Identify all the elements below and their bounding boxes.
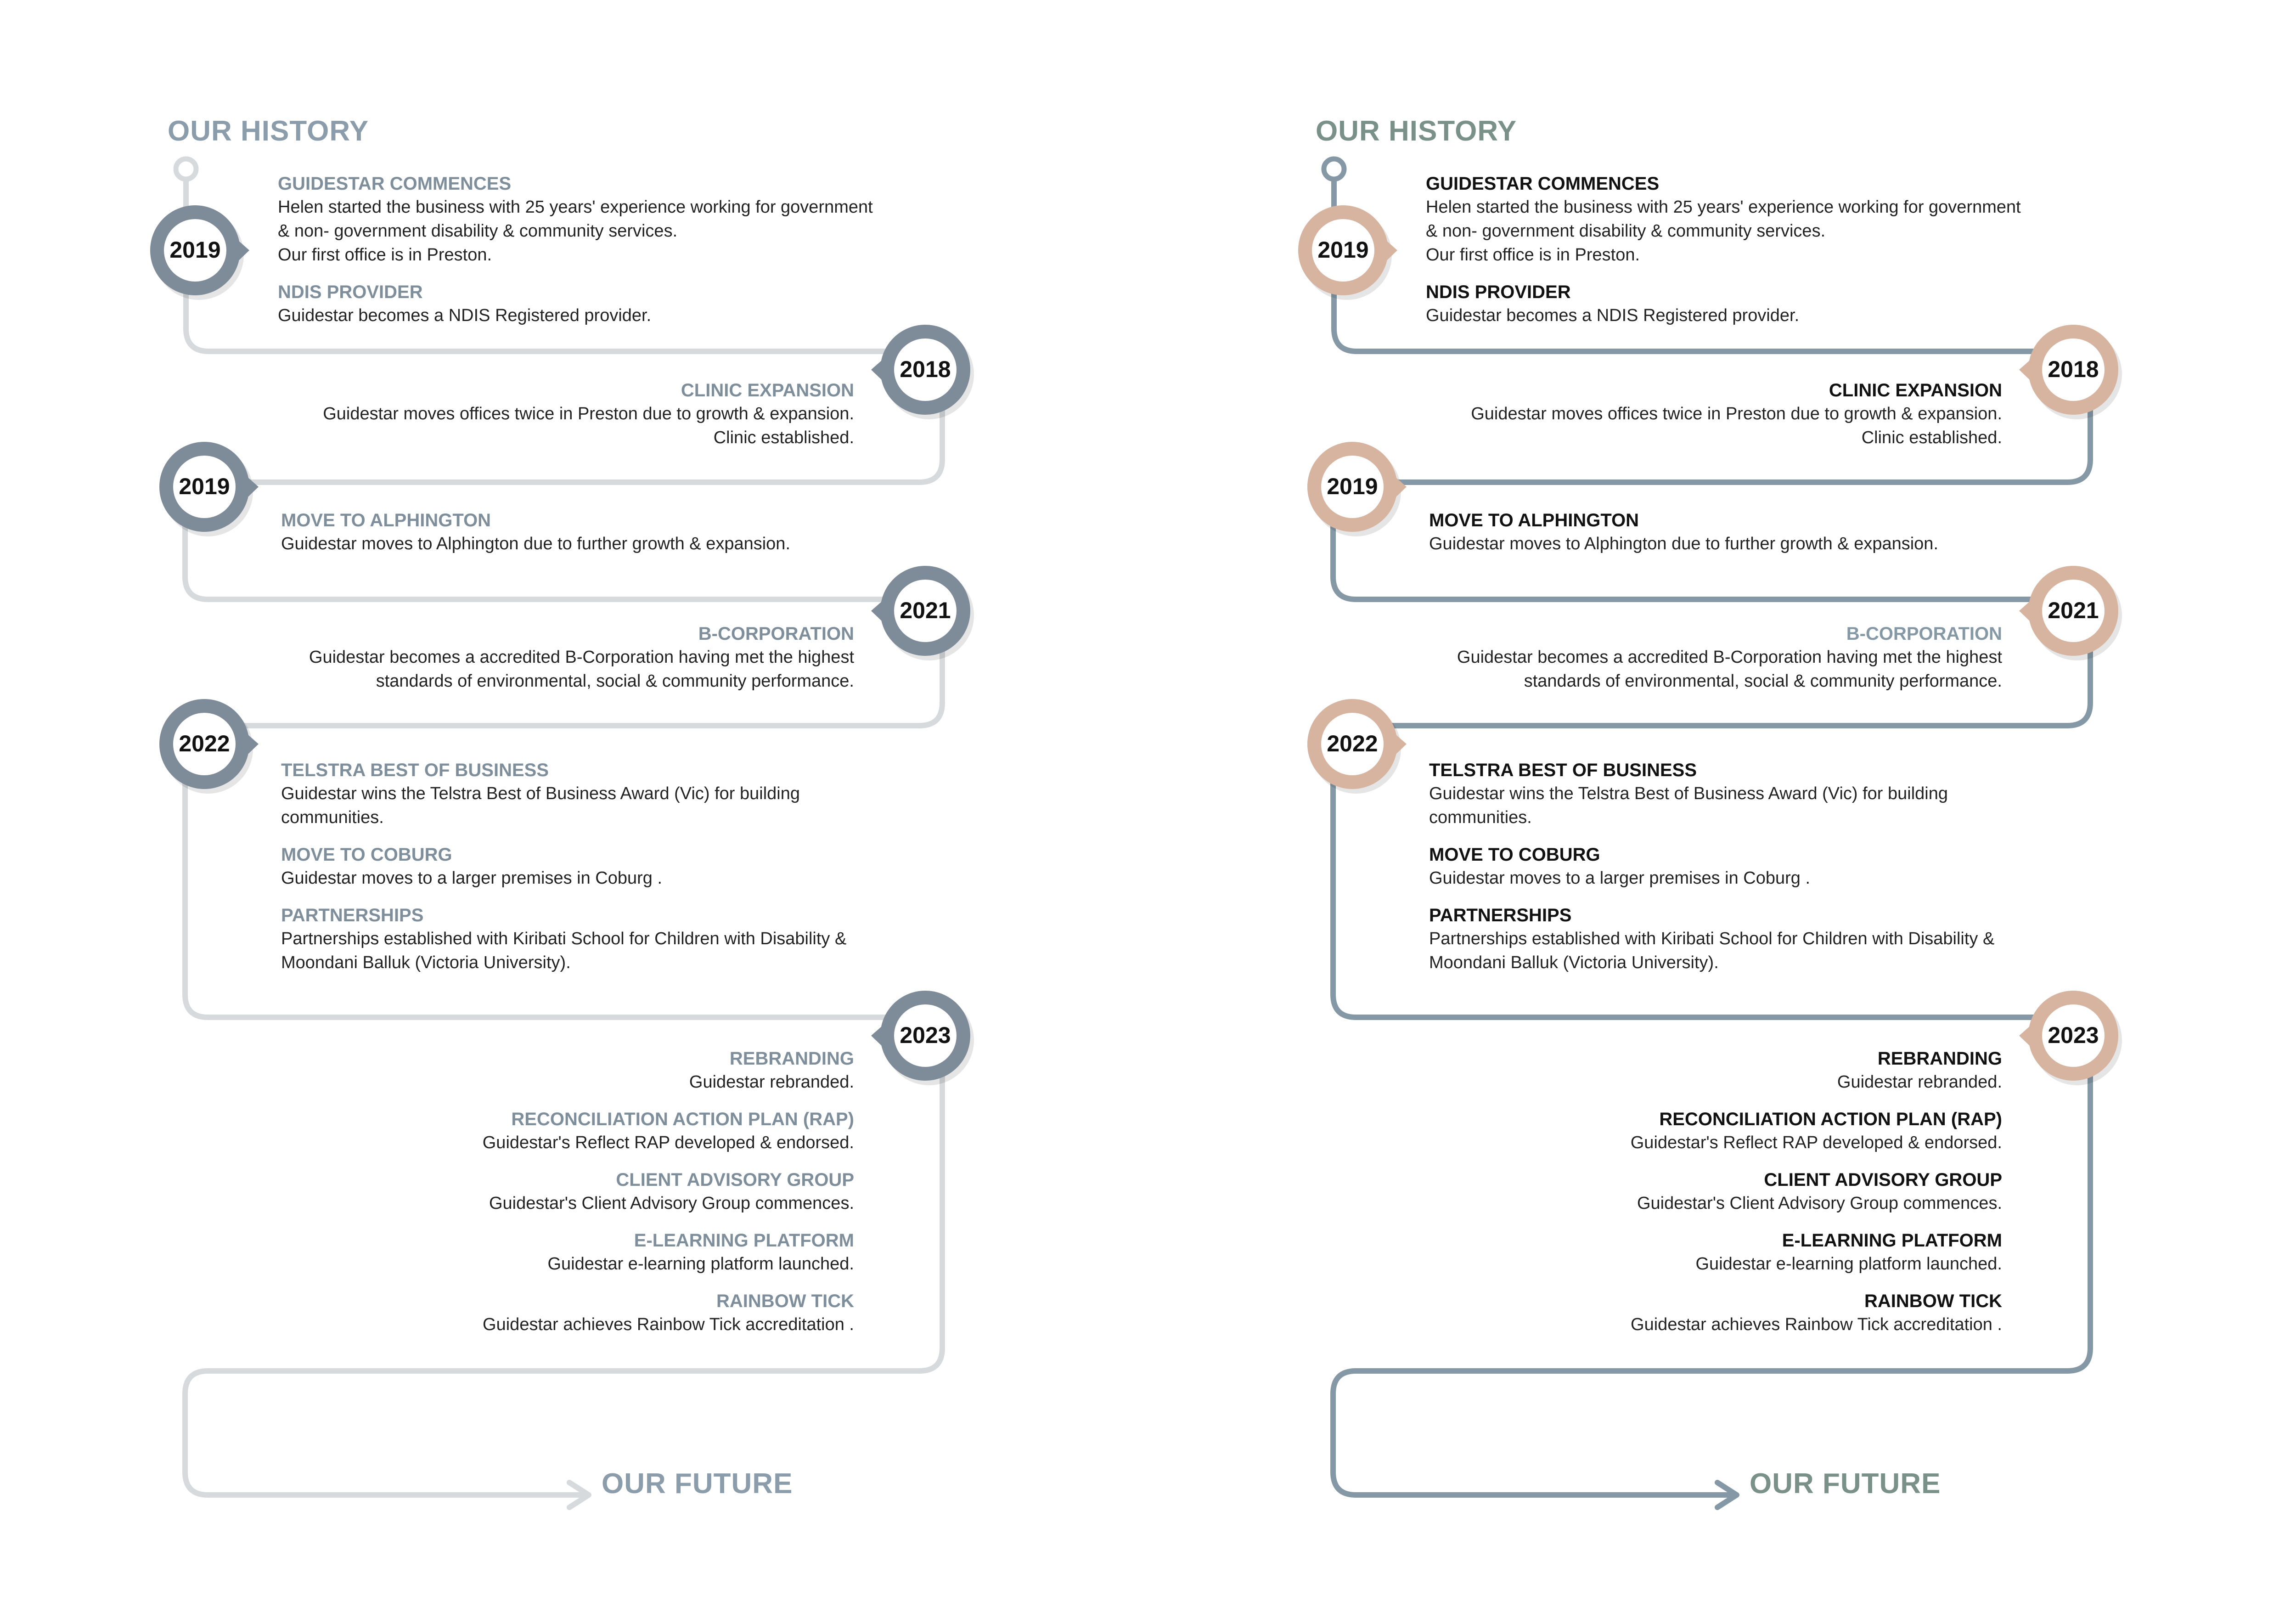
year-label: 2023	[2048, 1022, 2099, 1048]
milestone-description: Guidestar wins the Telstra Best of Business Award (Vic) for building communities.	[1429, 784, 1948, 827]
milestone-description: Guidestar achieves Rainbow Tick accreditation .	[1631, 1315, 2002, 1334]
milestone-title: MOVE TO ALPHINGTON	[1429, 510, 1639, 530]
year-badge	[158, 698, 250, 790]
milestone-entry	[147, 1108, 854, 1155]
milestone-entry	[281, 509, 988, 556]
milestone-title: E-LEARNING PLATFORM	[1782, 1230, 2002, 1251]
milestone-entry	[281, 759, 988, 829]
milestone-entry	[1429, 904, 2136, 975]
milestone-entry	[1295, 1168, 2002, 1215]
milestone-description: Guidestar moves to Alphington due to further growth & expansion.	[281, 534, 790, 553]
milestone-description: Guidestar becomes a accredited B-Corporation having met the highest standards of environmental, social & community performance.	[309, 648, 854, 691]
milestone-title: REBRANDING	[1877, 1049, 2002, 1069]
milestone-description: Guidestar becomes a accredited B-Corporation having met the highest standards of environmental, social & community performance.	[1457, 648, 2002, 691]
milestone-entry	[1295, 1229, 2002, 1276]
future-label: OUR FUTURE	[602, 1468, 793, 1500]
milestone-entry	[278, 172, 985, 267]
milestone-entry	[147, 1229, 854, 1276]
milestone-entry	[281, 843, 988, 890]
milestone-group	[1295, 1047, 2002, 1350]
timeline-start-dot	[1324, 159, 1344, 179]
year-badge	[1306, 698, 1398, 790]
milestone-entry	[1429, 759, 2136, 829]
milestone-description: Guidestar's Client Advisory Group commences.	[489, 1194, 854, 1213]
year-badge	[149, 204, 241, 296]
year-label: 2019	[1317, 237, 1369, 263]
milestone-description: Guidestar achieves Rainbow Tick accreditation .	[483, 1315, 854, 1334]
milestone-description: Guidestar e-learning platform launched.	[547, 1254, 854, 1274]
milestone-description: Guidestar becomes a NDIS Registered provider.	[1426, 306, 1800, 325]
year-label: 2023	[900, 1022, 951, 1048]
milestone-description: Partnerships established with Kiribati School for Children with Disability & Moondani Balluk (Victoria University).	[281, 929, 847, 972]
milestone-title: RECONCILIATION ACTION PLAN (RAP)	[511, 1109, 854, 1129]
milestone-title: GUIDESTAR COMMENCES	[1426, 174, 1660, 194]
milestone-entry	[1426, 172, 2133, 267]
milestone-title: MOVE TO ALPHINGTON	[281, 510, 491, 530]
milestone-entry	[1295, 1047, 2002, 1094]
milestone-entry	[1295, 379, 2002, 450]
milestone-title: GUIDESTAR COMMENCES	[278, 174, 512, 194]
milestone-entry	[1429, 843, 2136, 890]
milestone-description: Guidestar rebranded.	[1837, 1072, 2002, 1092]
milestone-title: TELSTRA BEST OF BUSINESS	[1429, 760, 1697, 780]
year-badge	[879, 565, 971, 657]
milestone-description: Guidestar moves to a larger premises in Coburg .	[281, 868, 663, 888]
year-badge	[879, 990, 971, 1082]
milestone-group	[1429, 509, 2136, 570]
milestone-entry	[1426, 281, 2133, 327]
milestone-title: MOVE TO COBURG	[281, 845, 452, 865]
milestone-title: MOVE TO COBURG	[1429, 845, 1600, 865]
milestone-description: Guidestar rebranded.	[689, 1072, 854, 1092]
future-label: OUR FUTURE	[1750, 1468, 1941, 1500]
milestone-title: B-CORPORATION	[1846, 624, 2002, 644]
milestone-title: PARTNERSHIPS	[281, 905, 424, 925]
milestone-description: Guidestar wins the Telstra Best of Business Award (Vic) for building communities.	[281, 784, 800, 827]
milestone-description: Helen started the business with 25 years' experience working for government & non- government disability & community services. Our first office is in Preston.	[1426, 197, 2021, 265]
milestone-entry	[1295, 1108, 2002, 1155]
milestone-title: RECONCILIATION ACTION PLAN (RAP)	[1659, 1109, 2002, 1129]
milestone-description: Guidestar's Reflect RAP developed & endorsed.	[482, 1133, 854, 1152]
year-label: 2019	[1327, 474, 1378, 499]
year-label: 2018	[900, 356, 951, 382]
year-label: 2022	[1327, 731, 1378, 756]
milestone-title: CLINIC EXPANSION	[681, 380, 854, 400]
milestone-entry	[147, 622, 854, 693]
milestone-description: Guidestar's Client Advisory Group commences.	[1637, 1194, 2002, 1213]
milestone-group	[281, 759, 988, 988]
milestone-title: CLIENT ADVISORY GROUP	[616, 1170, 854, 1190]
milestone-entry	[278, 281, 985, 327]
milestone-entry	[147, 1047, 854, 1094]
milestone-group	[1429, 759, 2136, 988]
milestone-group	[1426, 172, 2133, 341]
milestone-title: B-CORPORATION	[698, 624, 854, 644]
milestone-description: Guidestar moves offices twice in Preston due to growth & expansion. Clinic established.	[1471, 404, 2002, 447]
year-label: 2019	[169, 237, 221, 263]
milestone-entry	[1429, 509, 2136, 556]
milestone-entry	[147, 1290, 854, 1336]
milestone-group	[147, 1047, 854, 1350]
milestone-title: NDIS PROVIDER	[278, 282, 423, 302]
history-title: OUR HISTORY	[1316, 115, 1517, 147]
milestone-description: Guidestar moves offices twice in Preston due to growth & expansion. Clinic established.	[323, 404, 854, 447]
year-badge	[1297, 204, 1389, 296]
timeline-panel-colour	[1148, 0, 2296, 1624]
milestone-title: PARTNERSHIPS	[1429, 905, 1572, 925]
milestone-title: RAINBOW TICK	[1864, 1291, 2002, 1311]
milestone-title: RAINBOW TICK	[716, 1291, 854, 1311]
milestone-title: NDIS PROVIDER	[1426, 282, 1571, 302]
milestone-description: Guidestar moves to Alphington due to further growth & expansion.	[1429, 534, 1938, 553]
year-label: 2018	[2048, 356, 2099, 382]
milestone-group	[281, 509, 988, 570]
milestone-title: CLIENT ADVISORY GROUP	[1764, 1170, 2002, 1190]
milestone-group	[1295, 622, 2002, 707]
milestone-entry	[1295, 1290, 2002, 1336]
history-title: OUR HISTORY	[168, 115, 369, 147]
year-badge	[2027, 990, 2119, 1082]
milestone-group	[147, 622, 854, 707]
year-label: 2019	[179, 474, 230, 499]
milestone-entry	[281, 904, 988, 975]
milestone-entry	[1295, 622, 2002, 693]
milestone-group	[1295, 379, 2002, 463]
milestone-description: Guidestar's Reflect RAP developed & endorsed.	[1630, 1133, 2002, 1152]
milestone-description: Helen started the business with 25 years' experience working for government & non- government disability & community services. Our first office is in Preston.	[278, 197, 873, 265]
milestone-group	[278, 172, 985, 341]
year-badge	[2027, 565, 2119, 657]
milestone-title: TELSTRA BEST OF BUSINESS	[281, 760, 549, 780]
milestone-title: CLINIC EXPANSION	[1829, 380, 2002, 400]
milestone-description: Guidestar becomes a NDIS Registered provider.	[278, 306, 652, 325]
year-label: 2021	[2048, 598, 2099, 623]
year-label: 2022	[179, 731, 230, 756]
milestone-entry	[147, 1168, 854, 1215]
milestone-title: REBRANDING	[729, 1049, 854, 1069]
milestone-description: Guidestar e-learning platform launched.	[1695, 1254, 2002, 1274]
timeline-start-dot	[176, 159, 196, 179]
milestone-description: Partnerships established with Kiribati School for Children with Disability & Moondani Balluk (Victoria University).	[1429, 929, 1995, 972]
milestone-entry	[147, 379, 854, 450]
milestone-description: Guidestar moves to a larger premises in Coburg .	[1429, 868, 1811, 888]
milestone-title: E-LEARNING PLATFORM	[634, 1230, 854, 1251]
year-label: 2021	[900, 598, 951, 623]
milestone-group	[147, 379, 854, 463]
